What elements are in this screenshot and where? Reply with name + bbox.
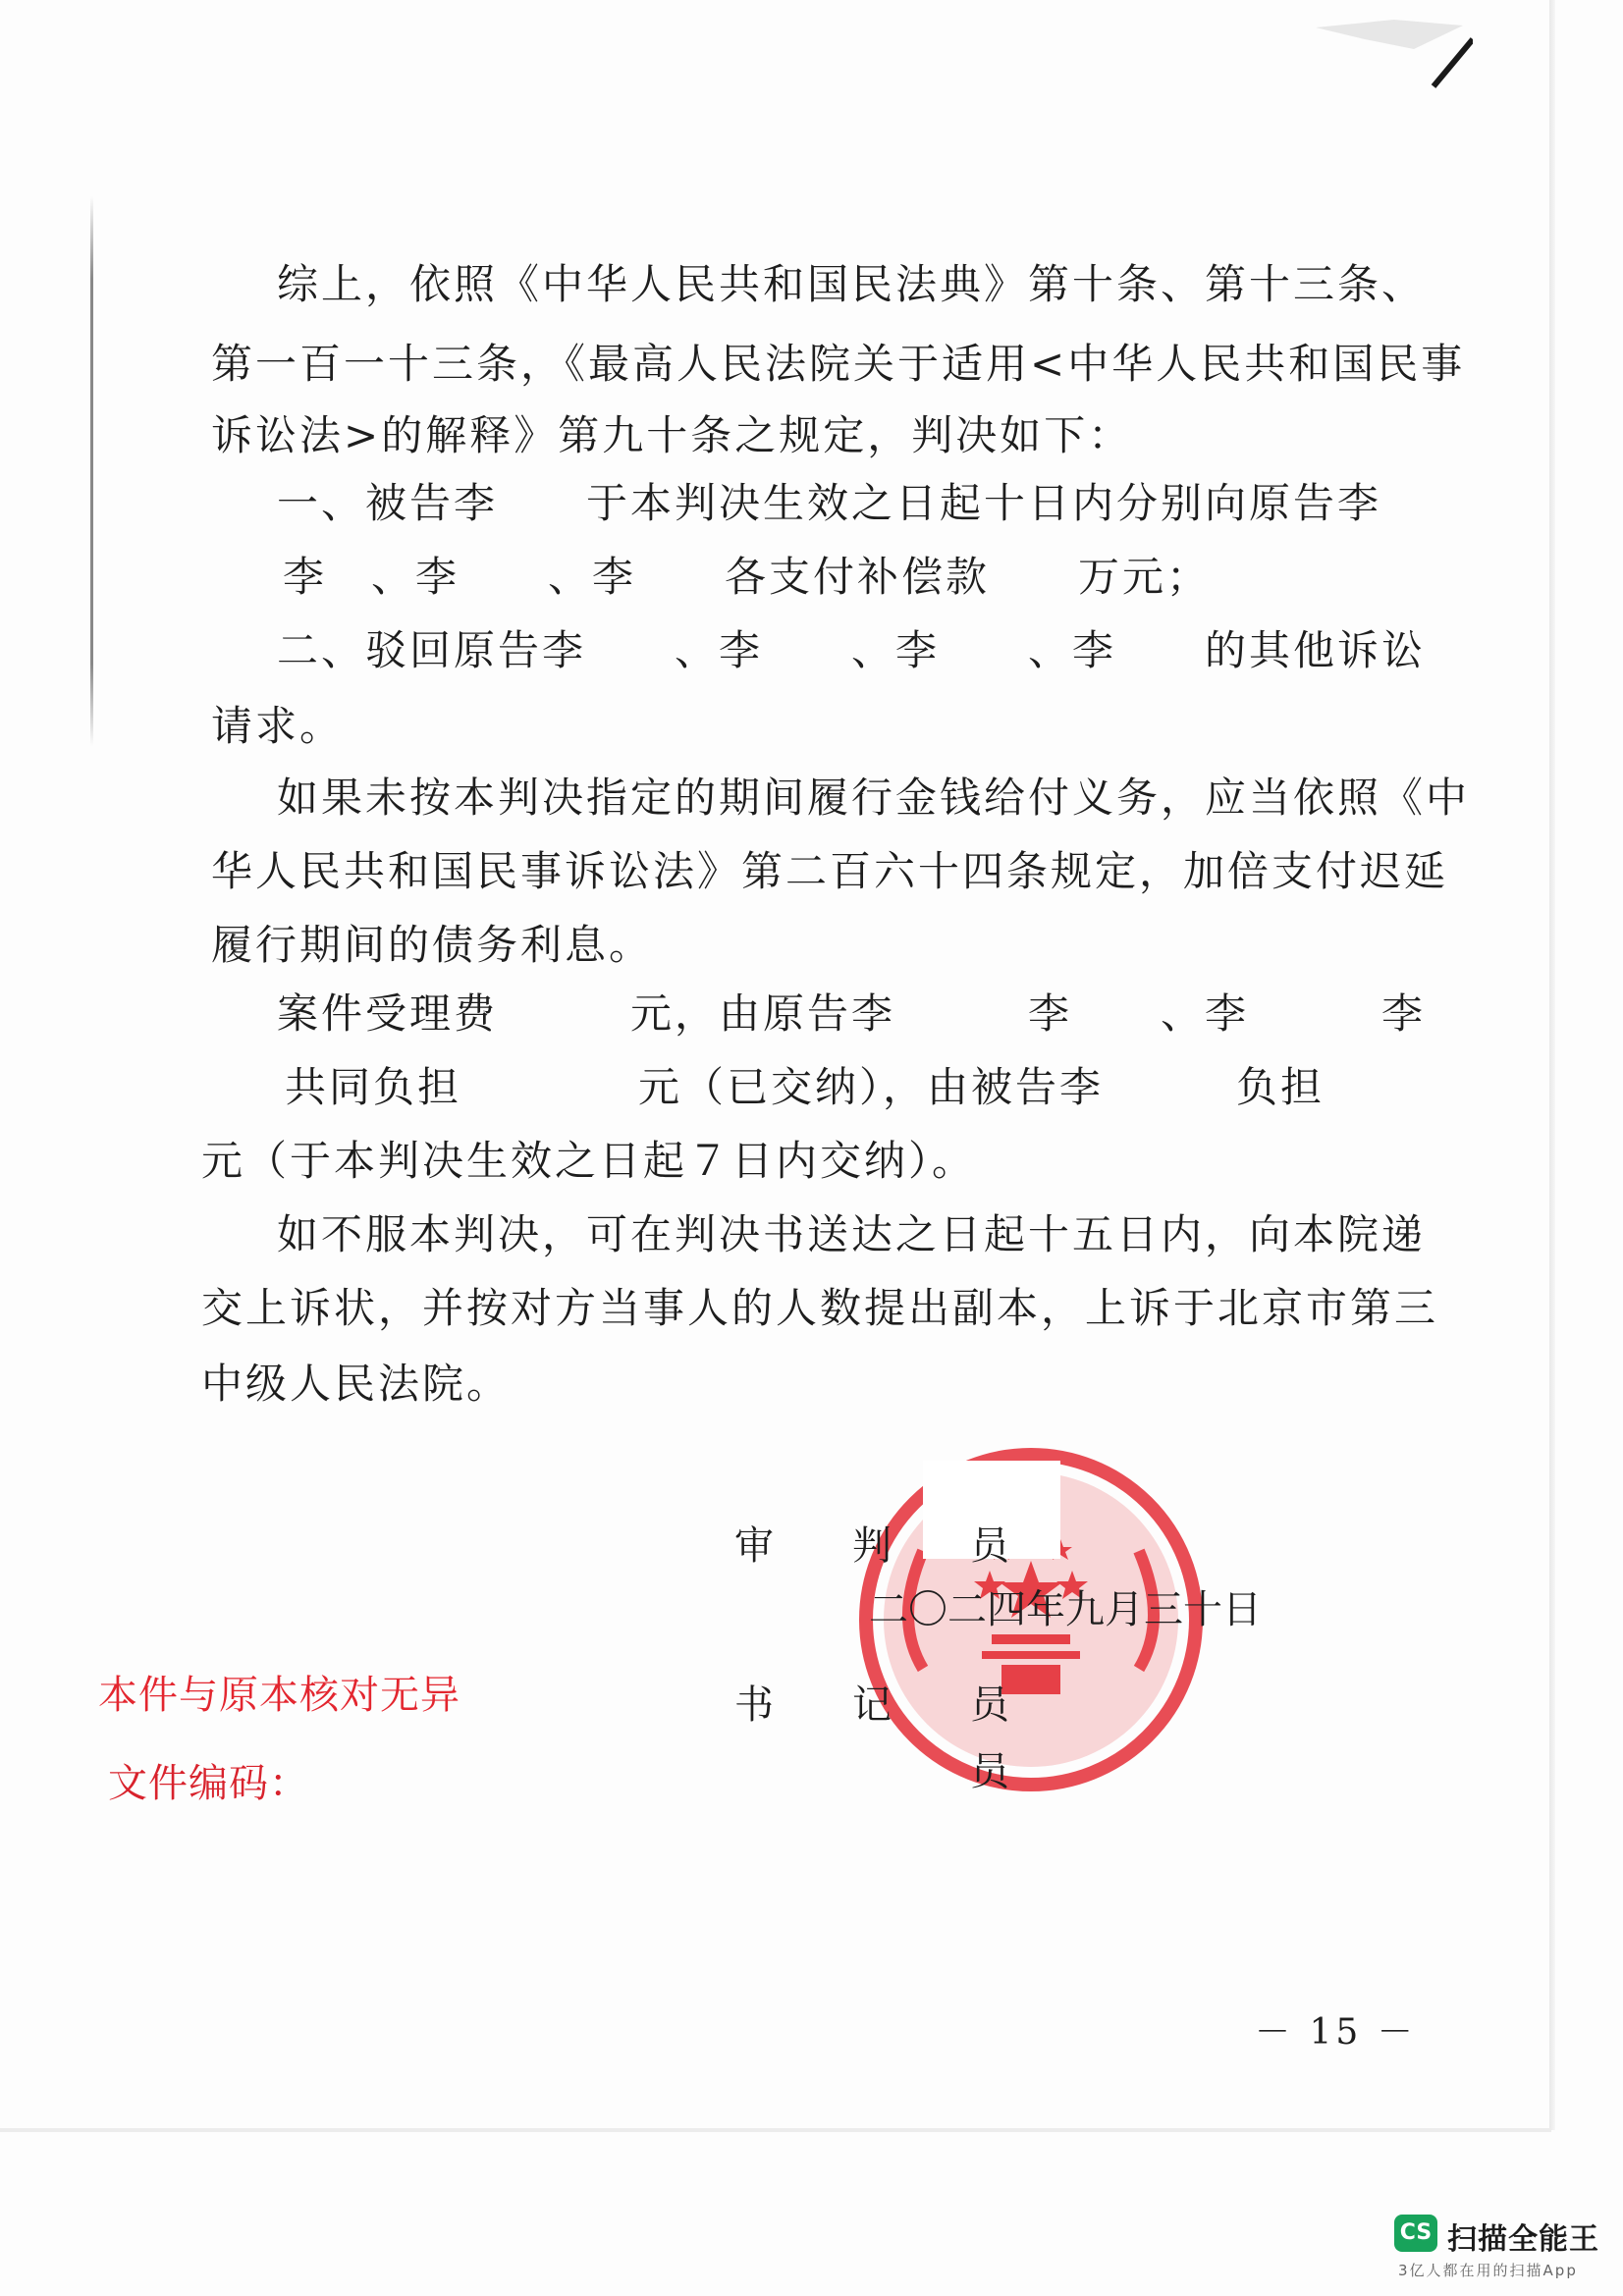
brand-name: 扫描全能王 bbox=[1447, 2222, 1599, 2257]
paragraph-line: 李 、李 、李 各支付补偿款 万元； bbox=[283, 553, 1212, 601]
scan-shadow-line bbox=[90, 196, 93, 746]
cs-logo-icon: CS bbox=[1394, 2215, 1437, 2252]
paragraph-line: 案件受理费 元，由原告李 李 、李 李 bbox=[277, 989, 1427, 1038]
brand-slogan: 3亿人都在用的扫描App bbox=[1398, 2262, 1578, 2279]
assistant-label: 员 bbox=[734, 1749, 1009, 1794]
paragraph-line: 履行期间的债务利息。 bbox=[211, 921, 654, 969]
paragraph-line: 综上，依照《中华人民共和国民法典》第十条、第十三条、 bbox=[277, 260, 1427, 308]
paragraph-line: 一、被告李 于本判决生效之日起十日内分别向原告李 bbox=[277, 479, 1382, 527]
corner-fold-mark bbox=[1316, 20, 1473, 88]
scan-edge-bottom bbox=[0, 2128, 1551, 2132]
paragraph-line: 诉讼法>的解释》第九十条之规定，判决如下： bbox=[211, 411, 1133, 459]
scan-edge-right bbox=[1549, 0, 1555, 2130]
judgment-date: 二〇二四年九月三十日 bbox=[869, 1587, 1262, 1632]
paragraph-line: 如果未按本判决指定的期间履行金钱给付义务，应当依照《中 bbox=[277, 774, 1471, 822]
paragraph-line: 第一百一十三条，《最高人民法院关于适用<中华人民共和国民事 bbox=[211, 340, 1466, 388]
judge-label: 审 判 员 bbox=[734, 1523, 1009, 1569]
paragraph-line: 元（于本判决生效之日起７日内交纳）。 bbox=[201, 1137, 977, 1185]
file-code-label: 文件编码： bbox=[108, 1761, 309, 1806]
paragraph-line: 如不服本判决，可在判决书送达之日起十五日内，向本院递 bbox=[277, 1210, 1427, 1258]
paragraph-line: 共同负担 元（已交纳），由被告李 负担 bbox=[285, 1063, 1325, 1111]
paragraph-line: 二、驳回原告李 、李 、李 、李 的其他诉讼 bbox=[277, 626, 1427, 674]
paragraph-line: 交上诉状，并按对方当事人的人数提出副本，上诉于北京市第三 bbox=[201, 1284, 1439, 1332]
clerk-label: 书 记 员 bbox=[734, 1682, 1009, 1728]
scanner-brand bbox=[1394, 2211, 1615, 2279]
paragraph-line: 华人民共和国民事诉讼法》第二百六十四条规定，加倍支付迟延 bbox=[211, 847, 1449, 895]
page-number: － 15 － bbox=[1255, 2012, 1417, 2053]
certification-note: 本件与原本核对无异 bbox=[98, 1673, 460, 1718]
paragraph-line: 请求。 bbox=[211, 702, 345, 750]
paragraph-line: 中级人民法院。 bbox=[201, 1360, 512, 1408]
